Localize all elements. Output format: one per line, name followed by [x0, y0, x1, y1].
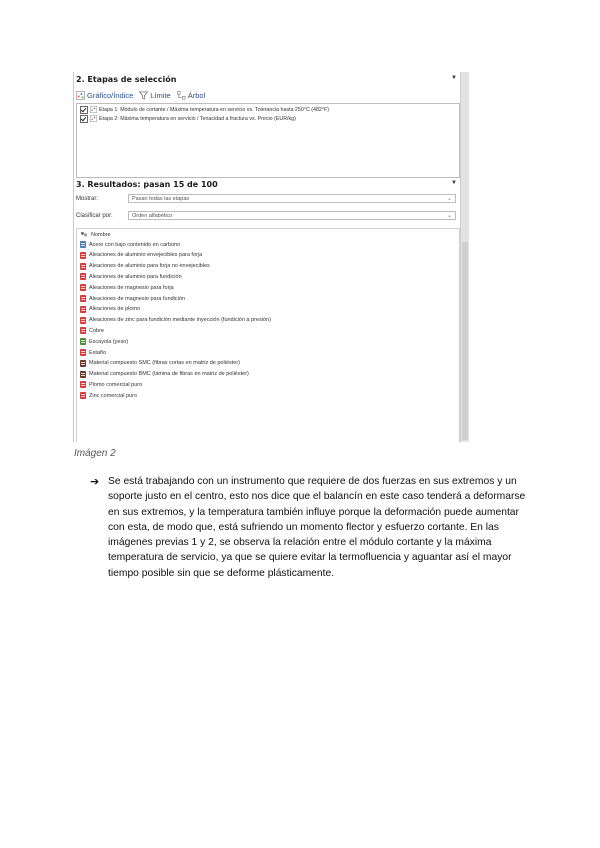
- results-list: [76, 228, 460, 442]
- tree-button[interactable]: [177, 91, 206, 100]
- stage-2-checkbox[interactable]: [80, 115, 88, 123]
- result-item-label: Aleaciones de zinc para fundición mediante inyección (fundición a presión): [89, 317, 271, 324]
- material-icon: [80, 381, 86, 388]
- result-item-label: Zinc comercial puro: [89, 392, 137, 399]
- result-item[interactable]: [80, 305, 140, 314]
- show-label: Mostrar:: [76, 195, 99, 202]
- limit-button[interactable]: [139, 91, 170, 100]
- tree-icon: [177, 91, 186, 100]
- result-item[interactable]: [80, 262, 210, 271]
- result-item-label: Aleaciones de magnesio para forja: [89, 284, 174, 291]
- chevron-down-icon: ⌄: [446, 213, 452, 219]
- result-item[interactable]: [80, 316, 271, 325]
- sort-select[interactable]: [128, 211, 456, 220]
- arrow-bullet-icon: ➔: [90, 475, 100, 488]
- result-item[interactable]: [80, 348, 106, 357]
- material-icon: [80, 273, 86, 280]
- material-icon: [80, 284, 86, 291]
- limit-label: Límite: [150, 90, 171, 100]
- show-select[interactable]: [128, 194, 456, 203]
- sort-row: [76, 210, 456, 221]
- scrollbar-thumb[interactable]: [462, 242, 468, 440]
- result-item[interactable]: [80, 294, 185, 303]
- material-icon: [80, 360, 86, 367]
- material-icon: [80, 295, 86, 302]
- image-caption: Imágen 2: [74, 448, 116, 459]
- result-item-label: Plomo comercial puro: [89, 381, 143, 388]
- stage-list: [76, 103, 460, 178]
- stage-row-1[interactable]: [80, 105, 329, 114]
- results-header[interactable]: [80, 230, 111, 239]
- result-item-label: Cobre: [89, 327, 104, 334]
- result-item-label: Aleaciones de aluminio para forja no envejecibles: [89, 263, 210, 270]
- material-icon: [80, 327, 86, 334]
- result-item-label: Escayola (yeso): [89, 338, 129, 345]
- chevron-down-icon: ⌄: [446, 196, 452, 202]
- chart-index-button[interactable]: [76, 91, 133, 100]
- stage-1-checkbox[interactable]: [80, 106, 88, 114]
- material-icon: [80, 317, 86, 324]
- material-icon: [80, 338, 86, 345]
- result-item[interactable]: [80, 326, 104, 335]
- result-item[interactable]: [80, 391, 137, 400]
- name-column-icon: [80, 231, 88, 238]
- result-item[interactable]: [80, 380, 142, 389]
- material-icon: [80, 241, 86, 248]
- sort-select-value: Orden alfabético: [132, 212, 173, 219]
- result-item-label: Material compuesto BMC (lámina de fibras en matriz de poliéster): [89, 371, 249, 378]
- chart-icon: [90, 106, 97, 113]
- stage-toolbar: [76, 89, 205, 101]
- section-3-collapse-icon[interactable]: ▼: [451, 180, 457, 186]
- result-item[interactable]: [80, 240, 180, 249]
- material-icon: [80, 263, 86, 270]
- show-select-value: Pasan todas las etapas: [132, 195, 190, 202]
- chart-icon: [76, 91, 85, 100]
- result-item-label: Estaño: [89, 349, 107, 356]
- window-scrollbar[interactable]: [460, 72, 469, 442]
- section-2-title: 2. Etapas de selección: [76, 75, 177, 84]
- result-item[interactable]: [80, 283, 174, 292]
- result-item[interactable]: [80, 359, 240, 368]
- filter-icon: [139, 91, 148, 100]
- chart-index-label: Gráfico/Índice: [87, 90, 134, 100]
- section-2-collapse-icon[interactable]: ▼: [451, 75, 457, 81]
- result-item-label: Aleaciones de aluminio envejecibles para forja: [89, 252, 203, 259]
- result-item[interactable]: [80, 272, 182, 281]
- results-header-label: Nombre: [91, 231, 111, 238]
- paragraph-text: Se está trabajando con un instrumento que requiere de dos fuerzas en sus extremos y un soporte justo en el centro, esto nos dice que el balancín en este caso tenderá a deformarse en sus extremos, y la temperatura también influye porque la deformación puede aumentar con esta, de modo que, está sufriendo un momento flector y esfuerzo cortante. En las imágenes previas 1 y 2, se observa la relación entre el módulo cortante y la máxima temperatura de servicio, ya que se quiere evitar la termofluencia y aguantar así el mayor tiempo posible sin que se deforme plásticamente.: [108, 476, 526, 579]
- result-item-label: Aleaciones de aluminio para fundición: [89, 273, 182, 280]
- section-3-title: 3. Resultados: pasan 15 de 100: [76, 180, 218, 189]
- chart-icon: [90, 115, 97, 122]
- result-item[interactable]: [80, 370, 249, 379]
- result-item-label: Aleaciones de magnesio para fundición: [89, 295, 186, 302]
- result-item[interactable]: [80, 251, 202, 260]
- ces-selector-screenshot: [73, 72, 469, 442]
- bullet-paragraph: [90, 474, 530, 581]
- sort-label: Clasificar por:: [76, 212, 113, 219]
- stage-row-2[interactable]: [80, 114, 296, 123]
- material-icon: [80, 392, 86, 399]
- material-icon: [80, 306, 86, 313]
- show-row: [76, 193, 456, 204]
- tree-label: Árbol: [187, 90, 206, 100]
- result-item-label: Aleaciones de plomo: [89, 306, 141, 313]
- stage-2-label: Etapa 2: Máxima temperatura en servicio / Tenacidad a fractura vs. Precio (EUR/kg): [99, 115, 296, 122]
- result-item-label: Acero con bajo contenido en carbono: [89, 241, 181, 248]
- stage-1-label: Etapa 1: Módulo de cortante / Máxima temperatura en servicio vs. Tolerancia hasta 250°C (482°F): [99, 106, 329, 113]
- material-icon: [80, 371, 86, 378]
- material-icon: [80, 349, 86, 356]
- material-icon: [80, 252, 86, 259]
- result-item-label: Material compuesto SMC (fibras cortas en matriz de poliéster): [89, 360, 240, 367]
- result-item[interactable]: [80, 337, 128, 346]
